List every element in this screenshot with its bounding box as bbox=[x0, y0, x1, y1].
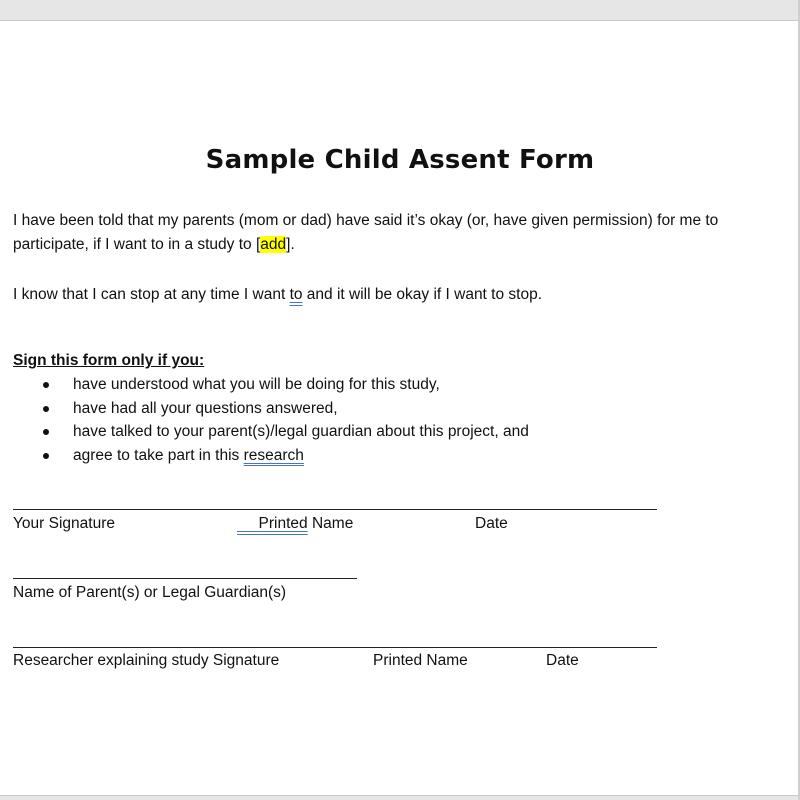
printed-name-label bbox=[237, 515, 353, 533]
list-item bbox=[13, 444, 529, 468]
researcher-date-label: Date bbox=[546, 652, 579, 669]
paragraph-permission-end: ]. bbox=[286, 236, 295, 253]
date-label: Date bbox=[475, 515, 508, 532]
grammar-flagged-word[interactable]: to bbox=[289, 286, 303, 303]
signature-line-researcher bbox=[13, 647, 657, 648]
sign-heading: Sign this form only if you: bbox=[13, 352, 205, 369]
list-item-text: have talked to your parent(s)/legal guardian about this project, and bbox=[73, 423, 529, 440]
printed-name-rest: Name bbox=[307, 515, 354, 532]
bullet-icon bbox=[43, 453, 49, 459]
signature-line-guardian bbox=[13, 578, 357, 579]
bullet-icon bbox=[43, 382, 49, 388]
your-signature-label: Your Signature bbox=[13, 515, 115, 532]
list-item bbox=[13, 397, 529, 421]
paragraph-stop[interactable] bbox=[13, 283, 783, 307]
document-title: Sample Child Assent Form bbox=[205, 145, 595, 175]
grammar-flagged-word[interactable]: research bbox=[243, 446, 304, 464]
paragraph-stop-end: and it will be okay if I want to stop. bbox=[302, 286, 543, 303]
list-item bbox=[13, 420, 529, 444]
paragraph-permission-text: I have been told that my parents (mom or dad) have said it’s okay (or, have given permission) for me to participate, if I want to in a study to [ bbox=[13, 212, 719, 253]
list-item-text: agree to take part in this bbox=[73, 446, 244, 464]
list-item bbox=[13, 373, 529, 397]
researcher-signature-label: Researcher explaining study Signature bbox=[13, 652, 280, 669]
list-item-text: have had all your questions answered, bbox=[73, 399, 338, 417]
paragraph-permission[interactable] bbox=[13, 209, 783, 257]
bullet-icon bbox=[43, 429, 49, 435]
conditions-list bbox=[13, 373, 529, 467]
list-item-text: have understood what you will be doing for this study, bbox=[73, 376, 440, 393]
signature-line-child bbox=[13, 509, 657, 510]
paragraph-stop-text: I know that I can stop at any time I want bbox=[13, 286, 290, 303]
bullet-icon bbox=[43, 406, 49, 412]
document-page[interactable] bbox=[0, 20, 800, 796]
grammar-flagged-word[interactable]: Printed bbox=[258, 515, 308, 532]
highlighted-placeholder[interactable]: add bbox=[260, 236, 287, 253]
guardian-label: Name of Parent(s) or Legal Guardian(s) bbox=[13, 584, 287, 601]
researcher-printed-name-label: Printed Name bbox=[373, 652, 468, 669]
